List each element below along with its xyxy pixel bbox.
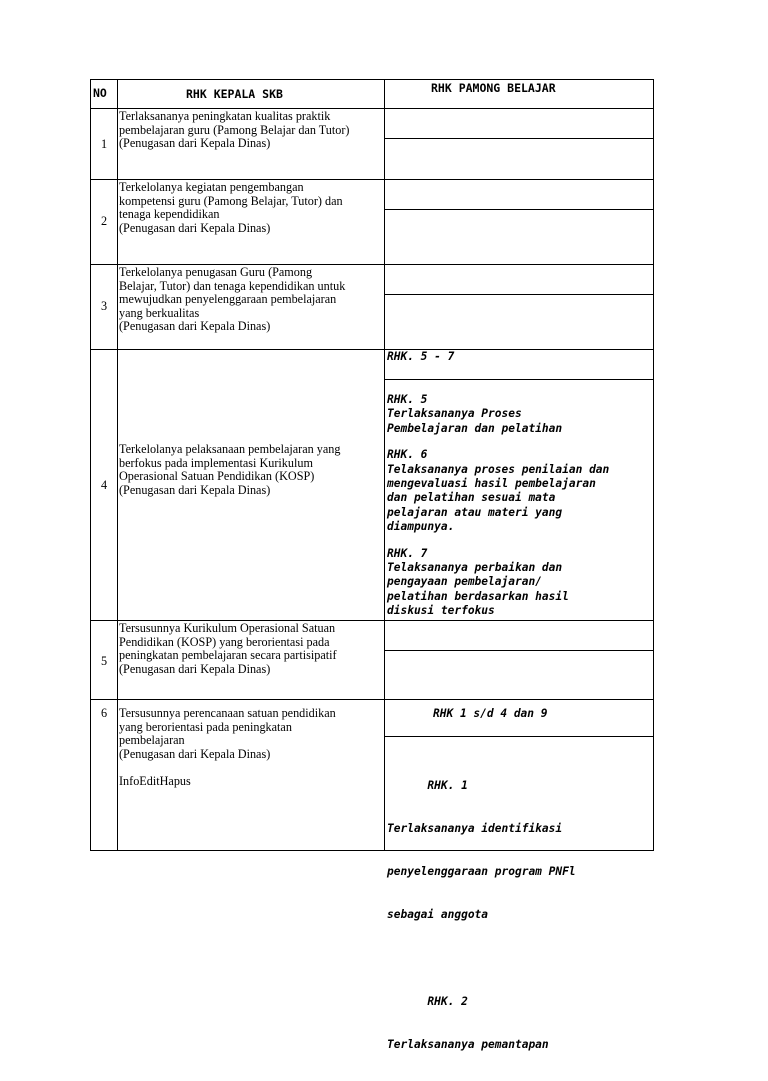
text-line: (Penugasan dari Kepala Dinas) <box>119 746 271 761</box>
row-4-kepala-text <box>119 443 340 497</box>
row-4-pamong-body-cell <box>384 379 654 621</box>
text-line: Telaksananya perbaikan dan <box>387 561 563 575</box>
text-line: pelatihan berdasarkan hasil <box>387 589 569 603</box>
text-line: RHK. 1 <box>387 778 468 792</box>
row-1-pamong-top-cell <box>384 108 654 139</box>
text-line: pengayaan pembelajaran/ <box>387 575 542 589</box>
row-1-no: 1 <box>100 137 108 151</box>
text-line: RHK. 2 <box>387 994 468 1008</box>
header-no: NO <box>93 86 107 100</box>
row-4-pamong-header-cell <box>384 349 654 380</box>
text-line: pembelajaran guru (Pamong Belajar dan Tutor) <box>119 122 350 137</box>
row-3-no-cell <box>90 264 118 350</box>
text-line: pelajaran atau materi yang <box>387 505 563 519</box>
row-2-pamong-top-cell <box>384 179 654 210</box>
text-line: yang berkualitas <box>119 305 200 320</box>
text-line: peningkatan pembelajaran secara partisipatif <box>119 648 337 663</box>
row-4-pamong-header: RHK. 5 - 7 <box>387 350 455 363</box>
row-2-pamong-bottom-cell <box>384 209 654 265</box>
text-line <box>387 535 609 547</box>
row-3-kepala-cell <box>117 264 385 350</box>
text-line <box>119 761 336 775</box>
row-3-no: 3 <box>100 299 108 313</box>
header-kepala: RHK KEPALA SKB <box>186 87 283 101</box>
text-line: Terkelolanya penugasan Guru (Pamong <box>119 265 313 279</box>
row-3-pamong-top-cell <box>384 264 654 295</box>
text-line: diampunya. <box>387 520 455 534</box>
text-line: Tersusunnya Kurikulum Operasional Satuan <box>119 621 336 635</box>
row-6-no: 6 <box>100 706 108 720</box>
row-6-no-cell <box>90 699 118 851</box>
row-6-kepala-cell <box>117 699 385 851</box>
text-line: Belajar, Tutor) dan tenaga kependidikan untuk <box>119 278 346 293</box>
text-line: tenaga kependidikan <box>119 207 220 222</box>
text-line: mewujudkan penyelenggaraan pembelajaran <box>119 292 337 307</box>
text-line: (Penugasan dari Kepala Dinas) <box>119 661 271 676</box>
text-line: Pembelajaran dan pelatihan <box>387 421 563 435</box>
text-line: Terkelolanya pelaksanaan pembelajaran yang <box>119 442 341 456</box>
row-4-kepala-cell <box>117 349 385 621</box>
row-2-no-cell <box>90 179 118 265</box>
row-5-no-cell <box>90 620 118 700</box>
header-pamong-cell <box>384 79 654 109</box>
text-line: Terlaksananya Proses <box>387 407 522 421</box>
info-edit-hapus: InfoEditHapus <box>119 774 191 789</box>
text-line: (Penugasan dari Kepala Dinas) <box>119 482 271 497</box>
text-line: Pendidikan (KOSP) yang berorientasi pada <box>119 634 330 649</box>
text-line: Telaksananya proses penilaian dan <box>387 462 610 476</box>
row-6-pamong-header: RHK 1 s/d 4 dan 9 <box>433 707 548 720</box>
row-6-kepala-text <box>119 707 336 789</box>
text-line: dan pelatihan sesuai mata <box>387 491 556 505</box>
row-5-pamong-top-cell <box>384 620 654 651</box>
row-1-kepala-cell <box>117 108 385 180</box>
text-line: sebagai anggota <box>387 908 489 922</box>
text-line: Terlaksananya pemantapan <box>387 1037 549 1051</box>
row-4-no: 4 <box>100 478 108 492</box>
row-5-kepala-text <box>119 622 337 676</box>
text-line: berfokus pada implementasi Kurikulum <box>119 455 313 470</box>
header-kepala-cell <box>117 79 385 109</box>
row-2-no: 2 <box>100 214 108 228</box>
text-line: RHK. 6 <box>387 448 428 462</box>
row-5-pamong-bottom-cell <box>384 650 654 700</box>
text-line: Tersusunnya perencanaan satuan pendidikan <box>119 706 336 720</box>
row-1-pamong-bottom-cell <box>384 138 654 180</box>
header-no-cell <box>90 79 118 109</box>
row-4-pamong-text <box>387 393 609 619</box>
text-line: Terlaksananya peningkatan kualitas praktik <box>119 109 331 123</box>
text-line: (Penugasan dari Kepala Dinas) <box>119 220 271 235</box>
text-line: pembelajaran <box>119 733 185 748</box>
row-5-no: 5 <box>100 654 108 668</box>
text-line: kompetensi guru (Pamong Belajar, Tutor) dan <box>119 193 343 208</box>
row-6-pamong-text <box>387 750 576 1081</box>
header-pamong: RHK PAMONG BELAJAR <box>431 81 556 95</box>
text-line: Terlaksananya identifikasi <box>387 822 563 836</box>
row-1-kepala-text <box>119 110 350 151</box>
text-line: Operasional Satuan Pendidikan (KOSP) <box>119 469 315 484</box>
text-line: penyelenggaraan program PNFl <box>387 865 576 879</box>
row-2-kepala-cell <box>117 179 385 265</box>
row-2-kepala-text <box>119 181 343 235</box>
row-5-kepala-cell <box>117 620 385 700</box>
text-line: RHK. 5 <box>387 393 428 406</box>
text-line: RHK. 7 <box>387 546 428 560</box>
row-4-no-cell <box>90 349 118 621</box>
text-line: (Penugasan dari Kepala Dinas) <box>119 136 271 151</box>
row-3-kepala-text <box>119 266 345 334</box>
text-line <box>387 952 576 966</box>
text-line: yang berorientasi pada peningkatan <box>119 719 292 734</box>
row-1-no-cell <box>90 108 118 180</box>
text-line: Terkelolanya kegiatan pengembangan <box>119 180 304 194</box>
row-6-pamong-body-cell <box>384 736 654 1051</box>
text-line: diskusi terfokus <box>387 604 495 618</box>
text-line <box>387 436 609 448</box>
row-3-pamong-bottom-cell <box>384 294 654 350</box>
row-6-pamong-header-cell <box>384 699 654 737</box>
text-line: (Penugasan dari Kepala Dinas) <box>119 319 271 334</box>
text-line: mengevaluasi hasil pembelajaran <box>387 477 596 491</box>
